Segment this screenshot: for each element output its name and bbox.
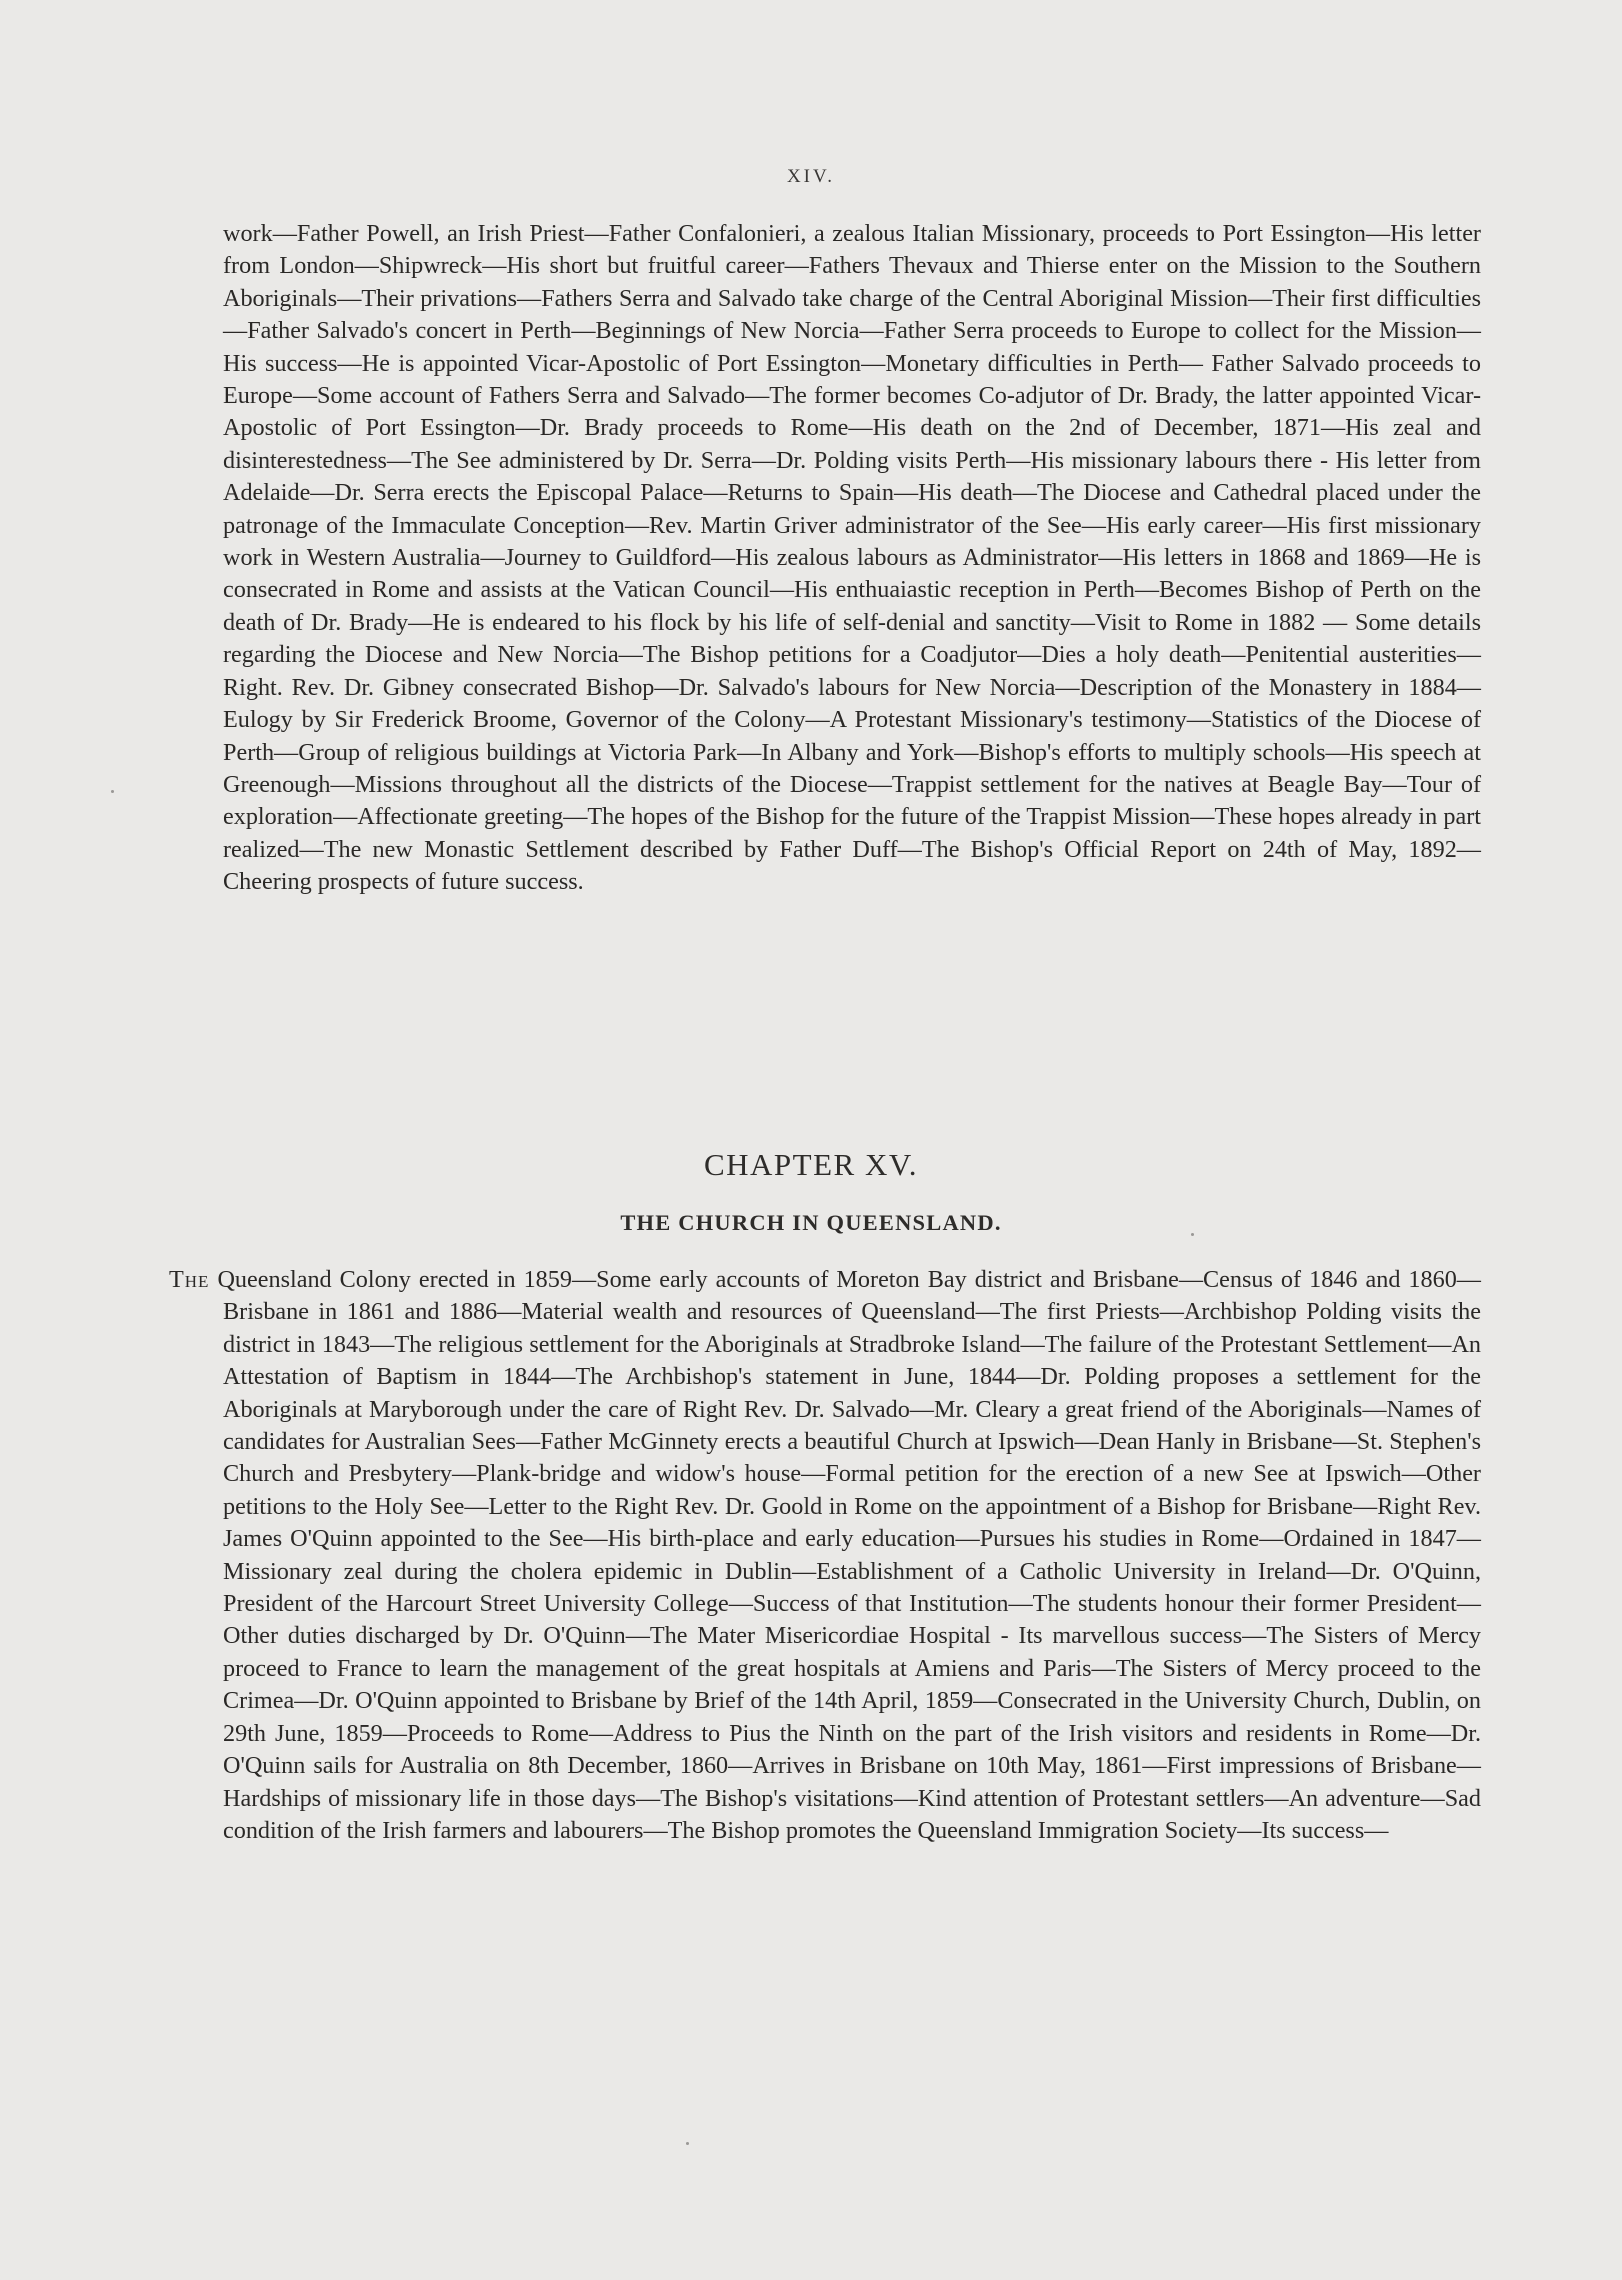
chapter-lead-word: The [169, 1266, 210, 1293]
paper-speck [111, 790, 114, 793]
chapter-title: CHAPTER XV. [703, 1147, 919, 1182]
chapter-summary [169, 1264, 1481, 1847]
paper-speck [686, 2142, 689, 2145]
chapter-subtitle: THE CHURCH IN QUEENSLAND. [620, 1210, 1002, 1235]
paper-speck [1191, 1233, 1194, 1236]
chapter-summary-text: Queensland Colony erected in 1859—Some early accounts of Moreton Bay district and Brisbane—Census of 1846 and 1860—Brisbane in 1861 and 1886—Material wealth and resources of Queensland—The first Priests—Archbishop Polding visits the district in 1843—The religious settlement for the Aboriginals at Stradbroke Island—The failure of the Protestant Settlement—An Attestation of Baptism in 1844—The Archbishop's statement in June, 1844—Dr. Polding proposes a settlement for the Aboriginals at Maryborough under the care of Right Rev. Dr. Salvado—Mr. Cleary a great friend of the Aboriginals—Names of candidates for Australian Sees—Father McGinnety erects a beautiful Church at Ipswich—Dean Hanly in Brisbane—St. Stephen's Church and Presbytery—Plank-bridge and widow's house—Formal petition for the erection of a new See at Ipswich—Other petitions to the Holy See—Letter to the Right Rev. Dr. Goold in Rome on the appointment of a Bishop for Brisbane—Right Rev. James O'Quinn appointed to the See—His birth-place and early education—Pursues his studies in Rome—Ordained in 1847—Missionary zeal during the cholera epidemic in Dublin—Establishment of a Catholic University in Ireland—Dr. O'Quinn, President of the Harcourt Street University College—Success of that Institution—The students honour their former President—Other duties discharged by Dr. O'Quinn—The Mater Misericordiae Hospital - Its marvellous success—The Sisters of Mercy proceed to France to learn the management of the great hospitals at Amiens and Paris—The Sisters of Mercy proceed to the Crimea—Dr. O'Quinn appointed to Brisbane by Brief of the 14th April, 1859—Consecrated in the University Church, Dublin, on 29th June, 1859—Proceeds to Rome—Address to Pius the Ninth on the part of the Irish visitors and residents in Rome—Dr. O'Quinn sails for Australia on 8th December, 1860—Arrives in Brisbane on 10th May, 1861—First impressions of Brisbane—Hardships of missionary life in those days—The Bishop's visitations—Kind attention of Protestant settlers—An adventure—Sad condition of the Irish farmers and labourers—The Bishop promotes the Queensland Immigration Society—Its success— [209, 1266, 1481, 1844]
page-number: XIV. [786, 166, 836, 187]
contents-summary-continued: work—Father Powell, an Irish Priest—Father Confalonieri, a zealous Italian Missionary, proceeds to Port Essington—His letter from London—Shipwreck—His short but fruitful career—Fathers Thevaux and Thierse enter on the Mission to the Southern Aboriginals—Their privations—Fathers Serra and Salvado take charge of the Central Aboriginal Mission—Their first difficulties—Father Salvado's concert in Perth—Beginnings of New Norcia—Father Serra proceeds to Europe to collect for the Mission—His success—He is appointed Vicar-Apostolic of Port Essington—Monetary difficulties in Perth— Father Salvado proceeds to Europe—Some account of Fathers Serra and Salvado—The former becomes Co-adjutor of Dr. Brady, the latter appointed Vicar-Apostolic of Port Essington—Dr. Brady proceeds to Rome—His death on the 2nd of December, 1871—His zeal and disinterestedness—The See administered by Dr. Serra—Dr. Polding visits Perth—His missionary labours there - His letter from Adelaide—Dr. Serra erects the Episcopal Palace—Returns to Spain—His death—The Diocese and Cathedral placed under the patronage of the Immaculate Conception—Rev. Martin Griver administrator of the See—His early career—His first missionary work in Western Australia—Journey to Guildford—His zealous labours as Administrator—His letters in 1868 and 1869—He is consecrated in Rome and assists at the Vatican Council—His enthuaiastic reception in Perth—Becomes Bishop of Perth on the death of Dr. Brady—He is endeared to his flock by his life of self-denial and sanctity—Visit to Rome in 1882 — Some details regarding the Diocese and New Norcia—The Bishop petitions for a Coadjutor—Dies a holy death—Penitential austerities—Right. Rev. Dr. Gibney consecrated Bishop—Dr. Salvado's labours for New Norcia—Description of the Monastery in 1884—Eulogy by Sir Frederick Broome, Governor of the Colony—A Protestant Missionary's testimony—Statistics of the Diocese of Perth—Group of religious buildings at Victoria Park—In Albany and York—Bishop's efforts to multiply schools—His speech at Greenough—Missions throughout all the districts of the Diocese—Trappist settlement for the natives at Beagle Bay—Tour of exploration—Affectionate greeting—The hopes of the Bishop for the future of the Trappist Mission—These hopes already in part realized—The new Monastic Settlement described by Father Duff—The Bishop's Official Report on 24th of May, 1892—Cheering prospects of future success. [223, 220, 1481, 896]
